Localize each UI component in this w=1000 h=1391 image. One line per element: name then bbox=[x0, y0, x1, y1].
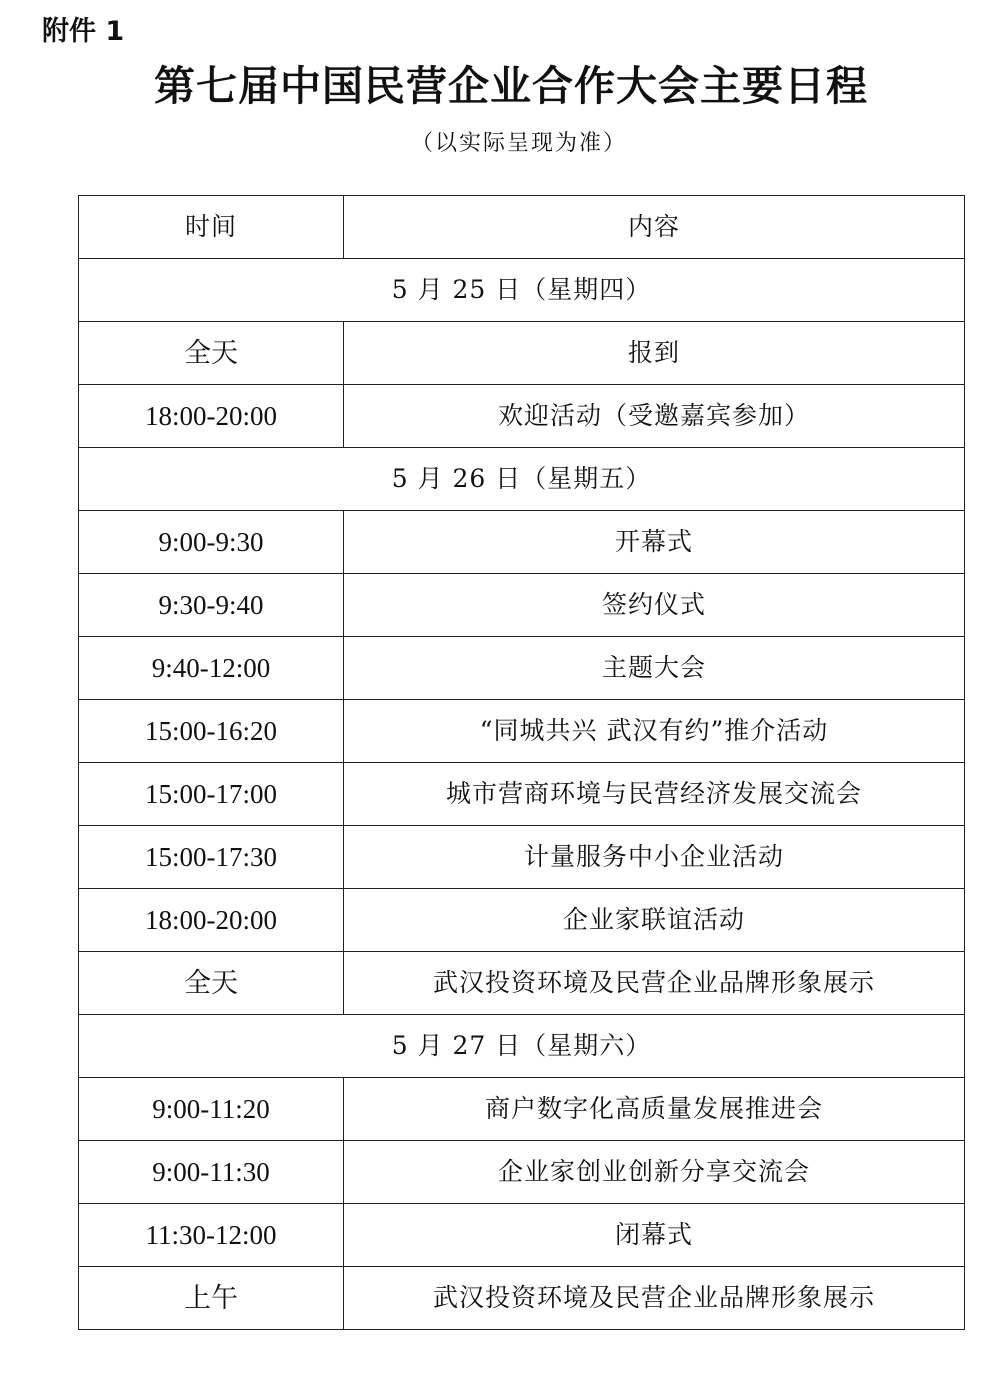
content-cell: 企业家创业创新分享交流会 bbox=[344, 1141, 965, 1204]
content-cell: 武汉投资环境及民营企业品牌形象展示 bbox=[344, 952, 965, 1015]
time-cell: 上午 bbox=[79, 1267, 344, 1330]
time-cell: 9:30-9:40 bbox=[79, 574, 344, 637]
content-cell: 闭幕式 bbox=[344, 1204, 965, 1267]
column-header-time: 时间 bbox=[79, 196, 344, 259]
date-label: 5 月 26 日（星期五） bbox=[79, 448, 965, 511]
content-cell: 报到 bbox=[344, 322, 965, 385]
date-label: 5 月 27 日（星期六） bbox=[79, 1015, 965, 1078]
table-row bbox=[79, 1078, 965, 1141]
document-subtitle: （以实际呈现为准） bbox=[410, 131, 627, 156]
content-cell: 武汉投资环境及民营企业品牌形象展示 bbox=[344, 1267, 965, 1330]
date-row bbox=[79, 259, 965, 322]
table-row bbox=[79, 1204, 965, 1267]
time-cell: 18:00-20:00 bbox=[79, 889, 344, 952]
schedule-table bbox=[78, 195, 965, 1330]
content-cell: 主题大会 bbox=[344, 637, 965, 700]
time-cell: 15:00-16:20 bbox=[79, 700, 344, 763]
time-cell: 11:30-12:00 bbox=[79, 1204, 344, 1267]
time-cell: 18:00-20:00 bbox=[79, 385, 344, 448]
content-cell: 计量服务中小企业活动 bbox=[344, 826, 965, 889]
content-cell: 商户数字化高质量发展推进会 bbox=[344, 1078, 965, 1141]
time-cell: 全天 bbox=[79, 952, 344, 1015]
time-cell: 9:40-12:00 bbox=[79, 637, 344, 700]
content-cell: “同城共兴 武汉有约”推介活动 bbox=[344, 700, 965, 763]
table-row bbox=[79, 511, 965, 574]
time-cell: 15:00-17:30 bbox=[79, 826, 344, 889]
content-cell: 企业家联谊活动 bbox=[344, 889, 965, 952]
content-cell: 欢迎活动（受邀嘉宾参加） bbox=[344, 385, 965, 448]
table-row bbox=[79, 1267, 965, 1330]
date-row bbox=[79, 1015, 965, 1078]
date-label: 5 月 25 日（星期四） bbox=[79, 259, 965, 322]
table-row bbox=[79, 637, 965, 700]
attachment-label: 附件 1 bbox=[42, 16, 125, 47]
column-header-content: 内容 bbox=[344, 196, 965, 259]
date-row bbox=[79, 448, 965, 511]
table-row bbox=[79, 322, 965, 385]
time-cell: 15:00-17:00 bbox=[79, 763, 344, 826]
table-row bbox=[79, 385, 965, 448]
document-title: 第七届中国民营企业合作大会主要日程 bbox=[154, 62, 868, 110]
table-row bbox=[79, 574, 965, 637]
table-row bbox=[79, 763, 965, 826]
table-row bbox=[79, 952, 965, 1015]
table-row bbox=[79, 889, 965, 952]
time-cell: 9:00-9:30 bbox=[79, 511, 344, 574]
table-row bbox=[79, 700, 965, 763]
time-cell: 9:00-11:30 bbox=[79, 1141, 344, 1204]
time-cell: 全天 bbox=[79, 322, 344, 385]
content-cell: 签约仪式 bbox=[344, 574, 965, 637]
table-header-row bbox=[79, 196, 965, 259]
content-cell: 开幕式 bbox=[344, 511, 965, 574]
content-cell: 城市营商环境与民营经济发展交流会 bbox=[344, 763, 965, 826]
table-row bbox=[79, 1141, 965, 1204]
table-row bbox=[79, 826, 965, 889]
time-cell: 9:00-11:20 bbox=[79, 1078, 344, 1141]
